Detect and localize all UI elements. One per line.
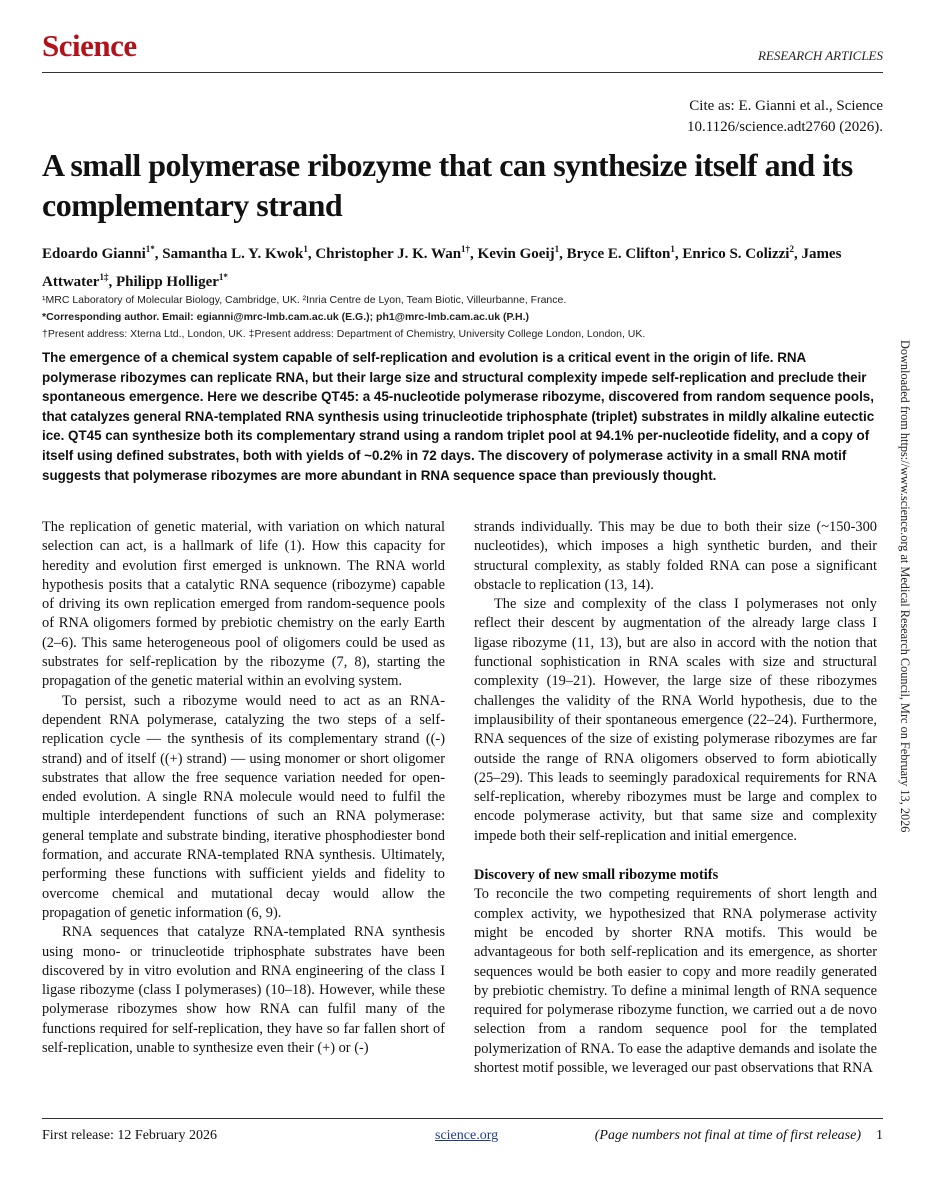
author xyxy=(162,246,308,262)
author-name: Christopher J. K. Wan xyxy=(315,246,462,262)
abstract: The emergence of a chemical system capable of self-replication and evolution is a critical event in the origin of life. RNA polymerase ribozymes can replicate RNA, but their large size and structural complexity impede self-replication and preclude their spontaneous emergence. Here we describe QT45: a 45-nucleotide polymerase ribozyme, discovered from random sequence pools, that catalyzes general RNA-templated RNA synthesis using trinucleotide triphosphate (triplet) substrates in mildly alkaline eutectic ice. QT45 can synthesize both its complementary strand using a random triplet pool at 94.1% per-nucleotide fidelity, and a copy of itself using defined substrates, both with yields of ~0.2% in 72 days. The discovery of polymerase activity in a small RNA motif suggests that polymerase ribozymes are more abundant in RNA sequence space than previously thought. xyxy=(42,350,875,483)
author-name: Enrico S. Colizzi xyxy=(682,246,790,262)
release-date: First release: 12 February 2026 xyxy=(42,1128,217,1143)
body-paragraph: The replication of genetic material, with variation on which natural selection can act, is a hallmark of life (1). How this capacity for heredity and evolution first emerged is unknown. The RNA world hypothesis posits that a catalytic RNA sequence (ribozyme) capable of driving its own replication emerged from random-sequence pools of RNA oligomers formed by prebiotic chemistry on the early Earth (2–6). This same heterogeneous pool of oligomers could be used as substrates for self-replication by the ribozyme (7, 8), starting the propagation of the genetic material within an evolving system. xyxy=(42,519,445,690)
author xyxy=(315,246,470,262)
corresponding-author: *Corresponding author. Email: egianni@mrc-lmb.cam.ac.uk (E.G.); ph1@mrc-lmb.cam.ac.uk (P.H.) xyxy=(42,311,530,323)
page-number-note: (Page numbers not final at time of first release) xyxy=(594,1128,861,1143)
body-paragraph: To persist, such a ribozyme would need to act as an RNA-dependent RNA polymerase, catalyzing the two steps of a self-replication cycle — the synthesis of its complementary strand ((-) strand) and of itself ((+) strand) — using monomer or short oligomer substrates that allow the free sequence variation needed for open-ended evolution. A single RNA molecule would need to fulfil the multiple interdependent functions of such an RNA polymerase: general template and substrate binding, iterative phosphodiester bond formation, and accurate RNA-templated RNA synthesis. Ultimately, performing these functions with sufficient yields and fidelity to overcome chemical and mutational decay would allow the propagation of genetic information (6, 9). xyxy=(42,692,445,921)
present-address: †Present address: Xterna Ltd., London, UK. ‡Present address: Department of Chemistry, University College London, London, UK. xyxy=(42,328,646,340)
body-paragraph: RNA sequences that catalyze RNA-templated RNA synthesis using mono- or trinucleotide triphosphate substrates have been discovered by in vitro evolution and RNA engineering of the class I ligase ribozyme (class I polymerases) (10–18). However, while these polymerase ribozymes show how RNA can fulfil many of the functions required for self-replication, they have so far fallen short of self-replication, unable to synthesize even their (+) or (-) xyxy=(42,924,445,1057)
header-divider xyxy=(42,72,883,73)
article-title: A small polymerase ribozyme that can synthesize itself and its complementary strand xyxy=(42,147,853,223)
author-name: Philipp Holliger xyxy=(115,274,219,290)
journal-logo: Science xyxy=(42,28,137,63)
body-column-right xyxy=(474,518,877,1078)
section-label: RESEARCH ARTICLES xyxy=(757,48,883,63)
author-affiliation-mark: 1‡ xyxy=(99,272,109,282)
author-name: Kevin Goeij xyxy=(477,246,555,262)
author-name: Samantha L. Y. Kwok xyxy=(162,246,304,262)
author-name: Edoardo Gianni xyxy=(42,246,146,262)
body-paragraph: The size and complexity of the class I polymerases not only reflect their descent by augmentation of the already large class I ligase ribozyme (11, 13), but are also in accord with the notion that functional sophistication in RNA scales with size and structural complexity (19–21). However, the large size of these ribozymes challenges the validity of the RNA World hypothesis, due to the implausibility of their spontaneous emergence (22–24). Furthermore, RNA sequences of the size of existing polymerase ribozymes are far outside the range of RNA oligomers observed to form abiotically (25–29). This leads to seemingly paradoxical requirements for RNA self-replication, whereby ribozymes must be large and complex to encode polymerase activity, but that same size and complexity impede both their self-replication and initial emergence. xyxy=(474,596,877,844)
author xyxy=(567,246,675,262)
author xyxy=(682,246,794,262)
doi-line: 10.1126/science.adt2760 (2026). xyxy=(686,119,883,135)
author-affiliation-mark: 1 xyxy=(303,244,308,254)
author-affiliation-mark: 1* xyxy=(145,244,155,254)
author-affiliation-mark: 2 xyxy=(789,244,794,254)
body-paragraph: strands individually. This may be due to both their size (~150-300 nucleotides), which imposes a high synthetic burden, and their structural complexity, as stably folded RNA can pose a significant obstacle to replication (13, 14). xyxy=(474,519,877,593)
author-affiliation-mark: 1* xyxy=(218,272,228,282)
site-link[interactable]: science.org xyxy=(435,1128,499,1143)
author-affiliation-mark: 1 xyxy=(554,244,560,254)
author xyxy=(116,274,228,290)
citation-block xyxy=(687,96,883,138)
section-heading: Discovery of new small ribozyme motifs xyxy=(474,867,719,884)
affiliations xyxy=(42,292,862,343)
page-number: 1 xyxy=(876,1128,883,1143)
author-affiliation-mark: 1† xyxy=(461,244,471,254)
author xyxy=(42,246,155,262)
author-list: Edoardo Gianni$^{1*}$, Samantha L. Y. Kwok$^1$, Christopher J. K. Wan$^{1\dagger}$, Kevin Goeij$^1$, Bryce E. Clifton$^1$, Enrico S. Colizzi$^2$, James Attwater$^{1\ddagger}$, Philipp Holliger$^{1*}$ xyxy=(42,244,842,290)
body-paragraph: To reconcile the two competing requirements of short length and complex activity, we hypothesized that RNA polymerase activity might be encoded by shorter RNA motifs. This would be advantageous for both self-replication and its emergence, as shorter sequences would be both easier to copy and more readily generated by prebiotic chemistry. To define a minimal length of RNA sequence required for polymerase ribozyme function, we carried out a de novo selection from a random sequence pool for the templated polymerization of RNA. To ease the adaptive demands and isolate the shortest motif possible, we leveraged our past observations that RNA xyxy=(474,886,877,1077)
author-affiliation-mark: 1 xyxy=(670,244,675,254)
download-watermark xyxy=(882,340,922,990)
affiliation-line: ¹MRC Laboratory of Molecular Biology, Cambridge, UK. ²Inria Centre de Lyon, Team Biotic, Villeurbanne, France. xyxy=(42,294,567,306)
footer-divider xyxy=(42,1118,883,1119)
download-watermark-text: Downloaded from https://www.science.org at Medical Research Council, Mrc on February 13, 2026 xyxy=(898,340,912,833)
author-name: James Attwater xyxy=(42,246,842,290)
citation-line: Cite as: E. Gianni et al., Science xyxy=(689,98,883,114)
page-footer xyxy=(42,1128,883,1148)
author-name: Bryce E. Clifton xyxy=(566,246,671,262)
author xyxy=(478,246,560,262)
body-column-left xyxy=(42,518,445,1058)
